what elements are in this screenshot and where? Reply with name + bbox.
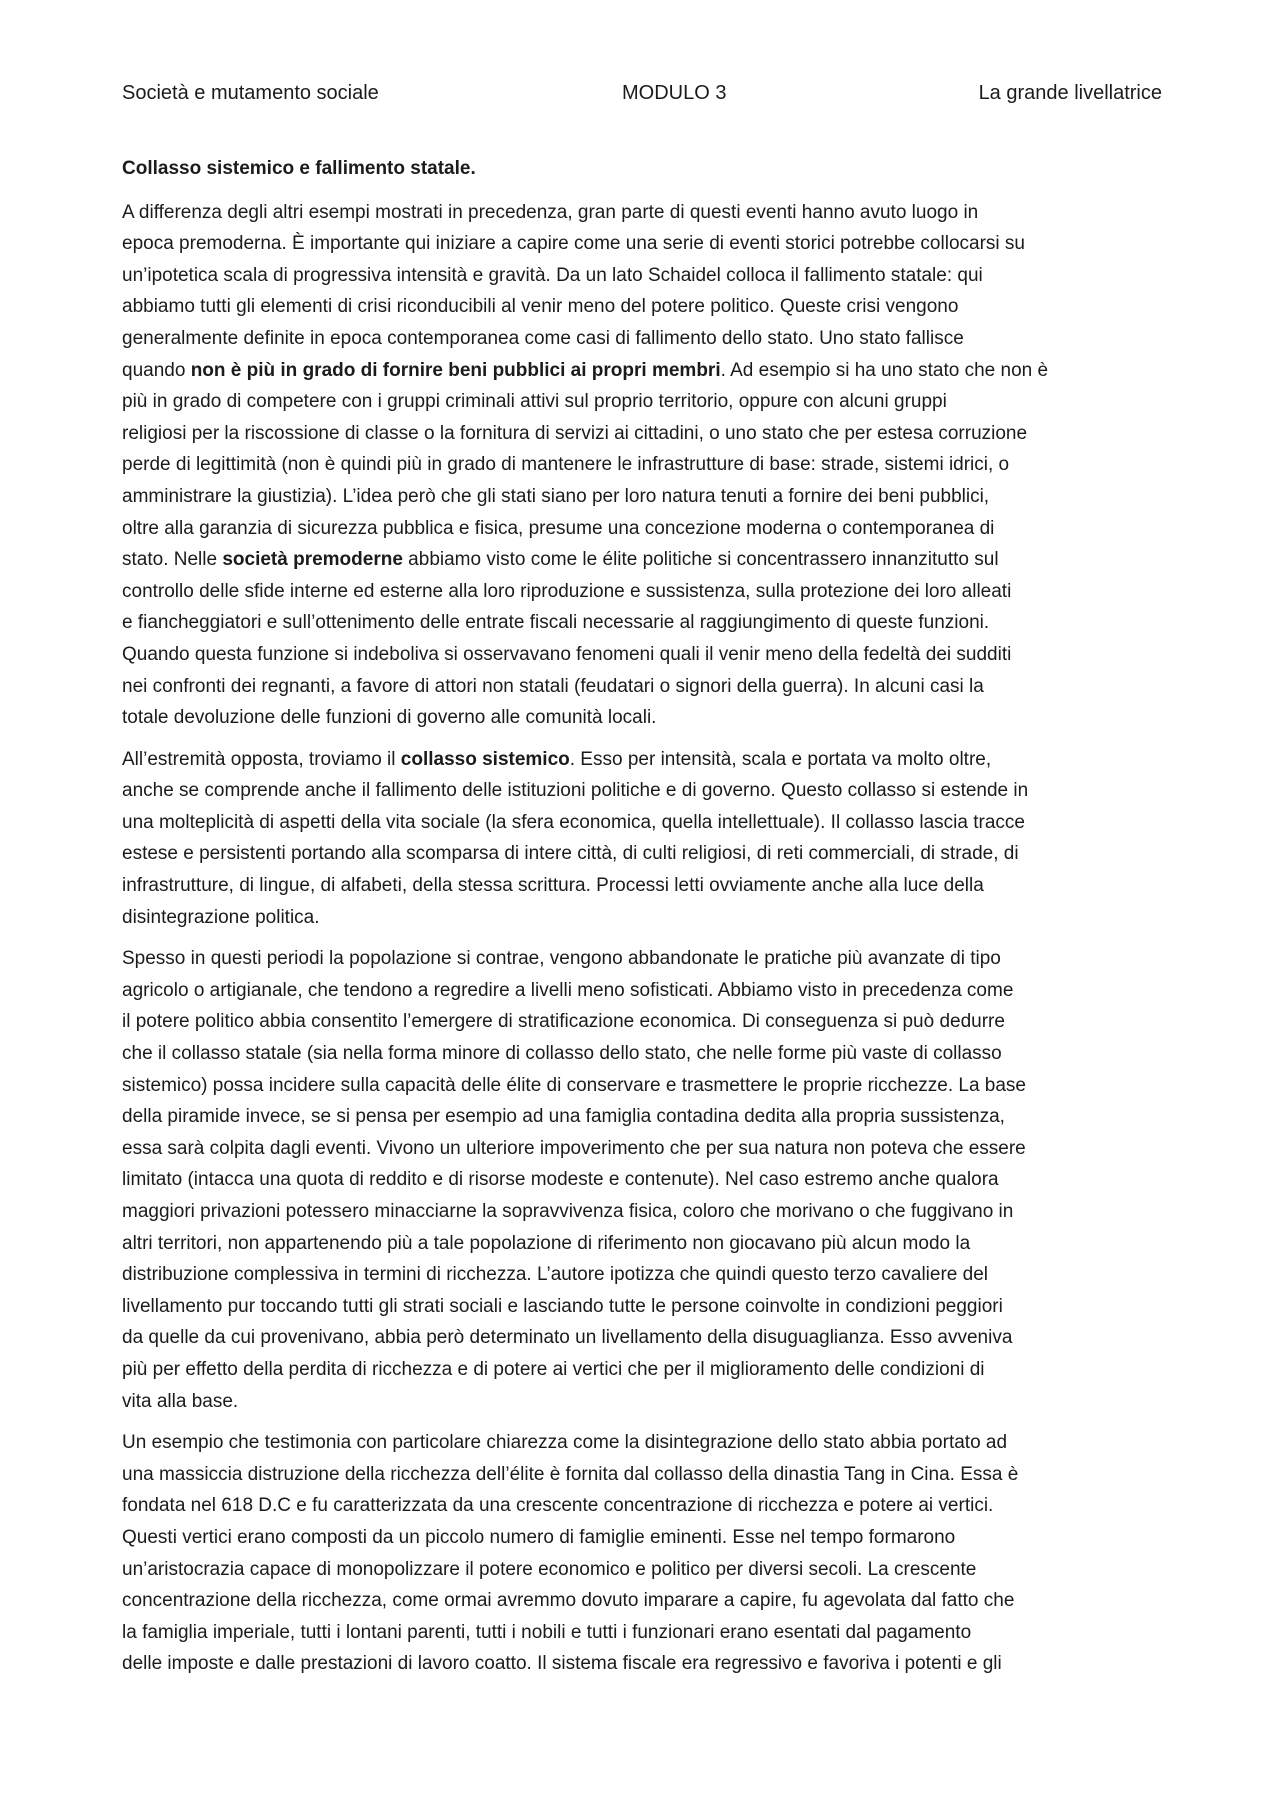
text-line <box>122 1459 1162 1491</box>
paragraph <box>122 197 1162 734</box>
text-line <box>122 228 1162 260</box>
text-line <box>122 1354 1162 1386</box>
text-line <box>122 702 1162 734</box>
text-run: delle imposte e dalle prestazioni di lavoro coatto. Il sistema fiscale era regressivo e favoriva i potenti e gli <box>122 1653 1002 1675</box>
text-run: anche se comprende anche il fallimento delle istituzioni politiche e di governo. Questo collasso si estende in <box>122 780 1029 802</box>
bold-text-run: società premoderne <box>222 549 403 571</box>
page-header <box>122 78 1162 108</box>
text-run: vita alla base. <box>122 1390 239 1412</box>
text-run: un’ipotetica scala di progressiva intensità e gravità. Da un lato Schaidel colloca il fallimento statale: qui <box>122 264 983 286</box>
text-run: sistemico) possa incidere sulla capacità delle élite di conservare e trasmettere le proprie ricchezze. La base <box>122 1074 1026 1096</box>
text-run: All’estremità opposta, troviamo il <box>122 748 401 770</box>
text-run: stato. Nelle <box>122 549 223 571</box>
section-title: Collasso sistemico e fallimento statale. <box>122 158 476 179</box>
text-run: la famiglia imperiale, tutti i lontani parenti, tutti i nobili e tutti i funzionari erano esentati dal pagamento <box>122 1621 972 1643</box>
text-run: disintegrazione politica. <box>122 906 320 928</box>
text-run: Questi vertici erano composti da un piccolo numero di famiglie eminenti. Esse nel tempo formarono <box>122 1526 956 1548</box>
text-line <box>122 975 1162 1007</box>
text-line <box>122 576 1162 608</box>
text-line <box>122 1490 1162 1522</box>
text-run: fondata nel 618 D.C e fu caratterizzata da una crescente concentrazione di ricchezza e potere ai vertici. <box>122 1495 994 1517</box>
text-line <box>122 1554 1162 1586</box>
text-run: limitato (intacca una quota di reddito e di risorse modeste e contenute). Nel caso estremo anche qualora <box>122 1169 999 1191</box>
text-line <box>122 513 1162 545</box>
text-run: . Ad esempio si ha uno stato che non è <box>720 359 1049 381</box>
text-line <box>122 775 1162 807</box>
text-run: il potere politico abbia consentito l’emergere di stratificazione economica. Di conseguenza si può dedurre <box>122 1011 1005 1033</box>
text-line <box>122 1585 1162 1617</box>
text-run: distribuzione complessiva in termini di ricchezza. L’autore ipotizza che quindi questo terzo cavaliere del <box>122 1264 989 1286</box>
text-run: livellamento pur toccando tutti gli strati sociali e lasciando tutte le persone coinvolte in condizioni peggiori <box>122 1295 1003 1317</box>
text-run: da quelle da cui provenivano, abbia però determinato un livellamento della disuguaglianza. Esso avveniva <box>122 1327 1013 1349</box>
text-run: infrastrutture, di lingue, di alfabeti, della stessa scrittura. Processi letti ovviamente anche alla luce della <box>122 875 984 897</box>
text-line <box>122 1259 1162 1291</box>
text-run: agricolo o artigianale, che tendono a regredire a livelli meno sofisticati. Abbiamo visto in precedenza come <box>122 979 1014 1001</box>
text-line <box>122 291 1162 323</box>
text-line <box>122 418 1162 450</box>
text-run: amministrare la giustizia). L’idea però che gli stati siano per loro natura tenuti a fornire dei beni pubblici, <box>122 485 990 507</box>
text-line <box>122 1386 1162 1418</box>
text-run: altri territori, non appartenendo più a tale popolazione di riferimento non giocavano più alcun modo la <box>122 1232 971 1254</box>
text-run: essa sarà colpita dagli eventi. Vivono un ulteriore impoverimento che per sua natura non poteva che essere <box>122 1137 1026 1159</box>
text-run: più per effetto della perdita di ricchezza e di potere ai vertici che per il miglioramento delle condizioni di <box>122 1358 985 1380</box>
text-run: più in grado di competere con i gruppi criminali attivi sul proprio territorio, oppure con alcuni gruppi <box>122 391 947 413</box>
text-run: della piramide invece, se si pensa per esempio ad una famiglia contadina dedita alla propria sussistenza, <box>122 1106 1005 1128</box>
header-chapter-title: La grande livellatrice <box>978 82 1162 104</box>
text-line <box>122 544 1162 576</box>
text-run: A differenza degli altri esempi mostrati in precedenza, gran parte di questi eventi hanno avuto luogo in <box>122 201 979 223</box>
paragraph <box>122 943 1162 1417</box>
text-line <box>122 1291 1162 1323</box>
text-run: estese e persistenti portando alla scomparsa di intere città, di culti religiosi, di reti commerciali, di strade, di <box>122 843 1019 865</box>
text-line <box>122 355 1162 387</box>
text-run: abbiamo tutti gli elementi di crisi riconducibili al venir meno del potere politico. Queste crisi vengono <box>122 296 959 318</box>
text-line <box>122 481 1162 513</box>
text-run: abbiamo visto come le élite politiche si concentrassero innanzitutto sul <box>402 549 999 571</box>
text-line <box>122 260 1162 292</box>
text-run: un’aristocrazia capace di monopolizzare il potere economico e politico per diversi secoli. La crescente <box>122 1558 977 1580</box>
text-run: Spesso in questi periodi la popolazione si contrae, vengono abbandonate le pratiche più avanzate di tipo <box>122 948 1001 970</box>
text-run: che il collasso statale (sia nella forma minore di collasso dello stato, che nelle forme più vaste di collasso <box>122 1043 1002 1065</box>
text-line <box>122 1427 1162 1459</box>
text-line <box>122 943 1162 975</box>
text-line <box>122 607 1162 639</box>
text-run: Quando questa funzione si indeboliva si osservavano fenomeni quali il venir meno della fedeltà dei sudditi <box>122 643 1012 665</box>
text-run: religiosi per la riscossione di classe o la fornitura di servizi ai cittadini, o uno stato che per estesa corruzione <box>122 422 1028 444</box>
text-line <box>122 639 1162 671</box>
bold-text-run: collasso sistemico <box>400 748 570 770</box>
text-run: concentrazione della ricchezza, come ormai avremmo dovuto imparare a capire, fu agevolata dal fatto che <box>122 1590 1015 1612</box>
text-line <box>122 838 1162 870</box>
text-run: generalmente definite in epoca contemporanea come casi di fallimento dello stato. Uno stato fallisce <box>122 327 964 349</box>
paragraph <box>122 744 1162 934</box>
text-line <box>122 1196 1162 1228</box>
text-line <box>122 449 1162 481</box>
text-line <box>122 671 1162 703</box>
header-course-title: Società e mutamento sociale <box>122 82 379 104</box>
paragraph <box>122 1427 1162 1680</box>
text-run: oltre alla garanzia di sicurezza pubblica e fisica, presume una concezione moderna o contemporanea di <box>122 517 995 539</box>
text-line <box>122 1070 1162 1102</box>
text-run: una molteplicità di aspetti della vita sociale (la sfera economica, quella intellettuale). Il collasso lascia tracce <box>122 811 1025 833</box>
text-run: e fiancheggiatori e sull’ottenimento delle entrate fiscali necessarie al raggiungimento di queste funzioni. <box>122 612 990 634</box>
text-run: quando <box>122 359 191 381</box>
text-line <box>122 1228 1162 1260</box>
text-run: controllo delle sfide interne ed esterne alla loro riproduzione e sussistenza, sulla protezione dei loro alleati <box>122 580 1012 602</box>
text-line <box>122 744 1162 776</box>
text-line <box>122 1006 1162 1038</box>
text-line <box>122 1648 1162 1680</box>
bold-text-run: non è più in grado di fornire beni pubblici ai propri membri <box>190 359 721 381</box>
text-run: . Esso per intensità, scala e portata va molto oltre, <box>569 748 992 770</box>
text-line <box>122 870 1162 902</box>
text-line <box>122 386 1162 418</box>
text-line <box>122 1322 1162 1354</box>
paragraph-container <box>122 197 1162 1680</box>
text-line <box>122 1617 1162 1649</box>
text-line <box>122 1522 1162 1554</box>
text-line <box>122 323 1162 355</box>
text-run: epoca premoderna. È importante qui iniziare a capire come una serie di eventi storici potrebbe collocarsi su <box>122 233 1025 255</box>
text-run: perde di legittimità (non è quindi più in grado di mantenere le infrastrutture di base: strade, sistemi idrici, o <box>122 454 1010 476</box>
text-line <box>122 197 1162 229</box>
text-run: nei confronti dei regnanti, a favore di attori non statali (feudatari o signori della guerra). In alcuni casi la <box>122 675 984 697</box>
text-run: Un esempio che testimonia con particolare chiarezza come la disintegrazione dello stato abbia portato ad <box>122 1432 1008 1454</box>
text-run: una massiccia distruzione della ricchezza dell’élite è fornita dal collasso della dinastia Tang in Cina. Essa è <box>122 1463 1019 1485</box>
text-run: totale devoluzione delle funzioni di governo alle comunità locali. <box>122 707 657 729</box>
text-line <box>122 1101 1162 1133</box>
text-line <box>122 1038 1162 1070</box>
text-line <box>122 902 1162 934</box>
text-run: maggiori privazioni potessero minacciarne la sopravvivenza fisica, coloro che morivano o che fuggivano in <box>122 1201 1014 1222</box>
document-body <box>122 153 1162 1690</box>
header-module-label: MODULO 3 <box>622 82 727 104</box>
text-line <box>122 807 1162 839</box>
text-line <box>122 1133 1162 1165</box>
text-line <box>122 1164 1162 1196</box>
